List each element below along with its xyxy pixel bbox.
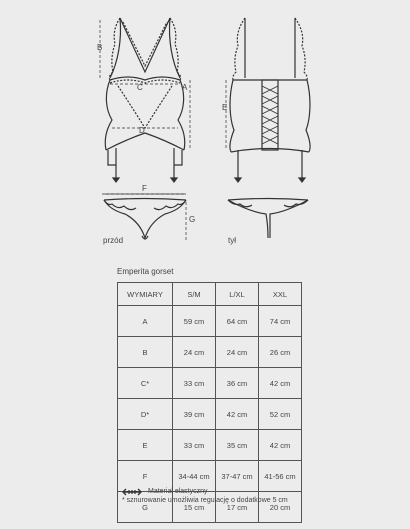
table-row: [118, 430, 302, 461]
table-row: [118, 306, 302, 337]
table-row: [118, 368, 302, 399]
header-cell: L/XL: [216, 283, 259, 306]
table-cell: 59 cm: [173, 306, 216, 337]
dim-label-a: A: [182, 83, 188, 92]
table-cell: 41-56 cm: [259, 461, 302, 492]
table-cell: 26 cm: [259, 337, 302, 368]
table-cell: 17 cm: [216, 492, 259, 523]
table-cell: 42 cm: [216, 399, 259, 430]
table-cell: A: [118, 306, 173, 337]
table-row: [118, 337, 302, 368]
back-thong-drawing: [228, 199, 308, 239]
dim-label-d: D: [139, 126, 145, 135]
front-corset-drawing: [105, 18, 185, 182]
table-cell: 24 cm: [173, 337, 216, 368]
table-cell: 33 cm: [173, 368, 216, 399]
dim-label-g: G: [189, 215, 196, 224]
front-thong-drawing: [104, 199, 186, 240]
table-cell: 24 cm: [216, 337, 259, 368]
table-cell: E: [118, 430, 173, 461]
header-cell: XXL: [259, 283, 302, 306]
dim-label-c: C: [137, 83, 143, 92]
back-view-label: tył: [228, 236, 236, 245]
thong-dimension-lines: [106, 194, 186, 240]
table-cell: D*: [118, 399, 173, 430]
legend-elastic-text: Materiał elastyczny: [148, 488, 208, 495]
header-cell: S/M: [173, 283, 216, 306]
table-cell: G: [118, 492, 173, 523]
legend-lacing-note: * sznurowanie umożliwia regulację o dodatkowe 5 cm: [122, 497, 288, 504]
table-cell: F: [118, 461, 173, 492]
front-view-label: przód: [103, 236, 124, 245]
table-header-row: [118, 283, 302, 306]
table-cell: 64 cm: [216, 306, 259, 337]
legend: [122, 487, 288, 505]
table-cell: 35 cm: [216, 430, 259, 461]
legend-elastic-row: [122, 487, 288, 496]
table-cell: 39 cm: [173, 399, 216, 430]
table-cell: 34-44 cm: [173, 461, 216, 492]
elastic-arrow-icon: [122, 488, 142, 496]
header-cell: WYMIARY: [118, 283, 173, 306]
table-cell: 36 cm: [216, 368, 259, 399]
front-dimension-lines: [100, 20, 190, 150]
dim-label-f: F: [142, 184, 147, 193]
back-corset-drawing: [230, 18, 310, 182]
table-cell: 15 cm: [173, 492, 216, 523]
table-cell: 52 cm: [259, 399, 302, 430]
table-cell: 33 cm: [173, 430, 216, 461]
dim-label-b: B: [97, 43, 103, 52]
table-cell: C*: [118, 368, 173, 399]
table-cell: 42 cm: [259, 430, 302, 461]
table-cell: B: [118, 337, 173, 368]
garment-diagrams: [0, 0, 410, 250]
table-title: Emperita gorset: [117, 267, 174, 276]
dim-label-e: E: [222, 103, 228, 112]
table-cell: 20 cm: [259, 492, 302, 523]
table-row: [118, 399, 302, 430]
table-cell: 74 cm: [259, 306, 302, 337]
table-cell: 37-47 cm: [216, 461, 259, 492]
table-cell: 42 cm: [259, 368, 302, 399]
